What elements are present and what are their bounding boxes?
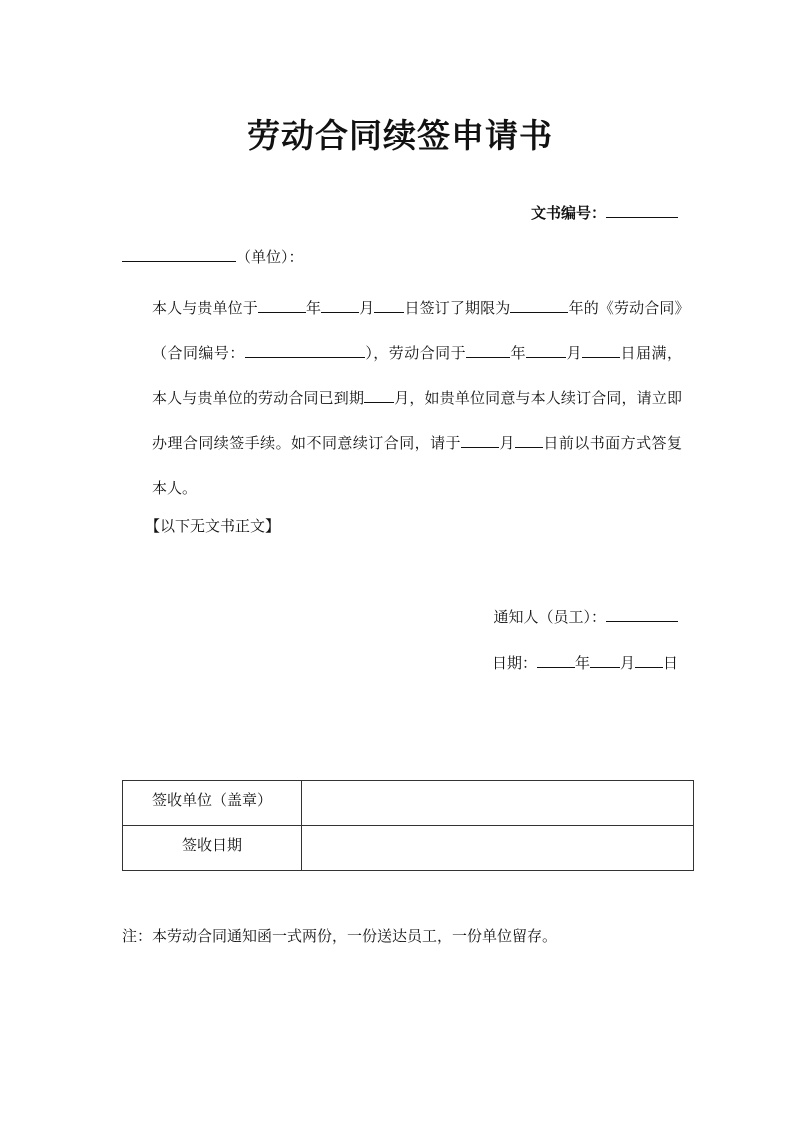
footnote: 注：本劳动合同通知函一式两份，一份送达员工，一份单位留存。 (122, 927, 558, 945)
blank-expire-day (582, 341, 620, 358)
receipt-unit-label: 签收单位（盖章） (123, 781, 302, 826)
date-day-label: 日 (662, 654, 678, 672)
signature-date-line (492, 651, 678, 673)
table-row (123, 781, 694, 826)
body-text-5: 届满，本人与贵单位的劳动合同已到期 (152, 344, 682, 407)
doc-number-blank (606, 201, 678, 218)
page-title: 劳动合同续签申请书 (247, 116, 553, 155)
date-month-label: 月 (619, 654, 635, 672)
end-of-text-marker: 【以下无文书正文】 (145, 517, 281, 535)
blank-reply-month (461, 431, 499, 448)
blank-contract-number (245, 341, 365, 358)
month-label-3: 月 (499, 434, 515, 452)
recipient-blank (122, 245, 236, 262)
body-paragraph (122, 286, 682, 511)
blank-expire-year (466, 341, 510, 358)
blank-overdue-months (364, 386, 394, 403)
receipt-table (122, 780, 694, 871)
receipt-unit-field (302, 781, 694, 826)
year-label-2: 年 (510, 344, 527, 362)
receipt-date-field (302, 826, 694, 871)
notifier-line (493, 605, 678, 627)
blank-day (374, 296, 404, 313)
receipt-date-label: 签收日期 (123, 826, 302, 871)
blank-term (510, 296, 568, 313)
blank-reply-day (515, 431, 543, 448)
date-day-blank (635, 651, 663, 668)
day-label-2: 日 (620, 344, 636, 362)
body-text-1: 本人与贵单位于 (152, 299, 258, 317)
body-text-7: 日前以书面方式答复本人。 (152, 434, 682, 497)
notifier-label: 通知人（员工）： (493, 608, 606, 626)
doc-number-line (531, 201, 678, 223)
blank-month (321, 296, 359, 313)
body-text-6: 月，如贵单位同意与本人续订合同，请立即办理合同续签手续。如不同意续订合同，请于 (152, 389, 682, 452)
recipient-line (122, 245, 304, 267)
doc-number-label: 文书编号： (530, 204, 606, 222)
date-year-label: 年 (574, 654, 590, 672)
year-label: 年 (305, 299, 322, 317)
notifier-blank (606, 605, 678, 622)
blank-year (258, 296, 306, 313)
date-month-blank (590, 651, 620, 668)
recipient-suffix: （单位）： (236, 248, 304, 266)
blank-expire-month (526, 341, 566, 358)
date-label: 日期： (491, 654, 537, 672)
month-label: 月 (359, 299, 375, 317)
month-label-2: 月 (566, 344, 583, 362)
body-text-4: ），劳动合同于 (364, 344, 467, 362)
body-text-3: 年的《劳动合同》（合同编号： (152, 299, 682, 362)
body-text-2: 日签订了期限为 (404, 299, 511, 317)
table-row (123, 826, 694, 871)
date-year-blank (537, 651, 575, 668)
